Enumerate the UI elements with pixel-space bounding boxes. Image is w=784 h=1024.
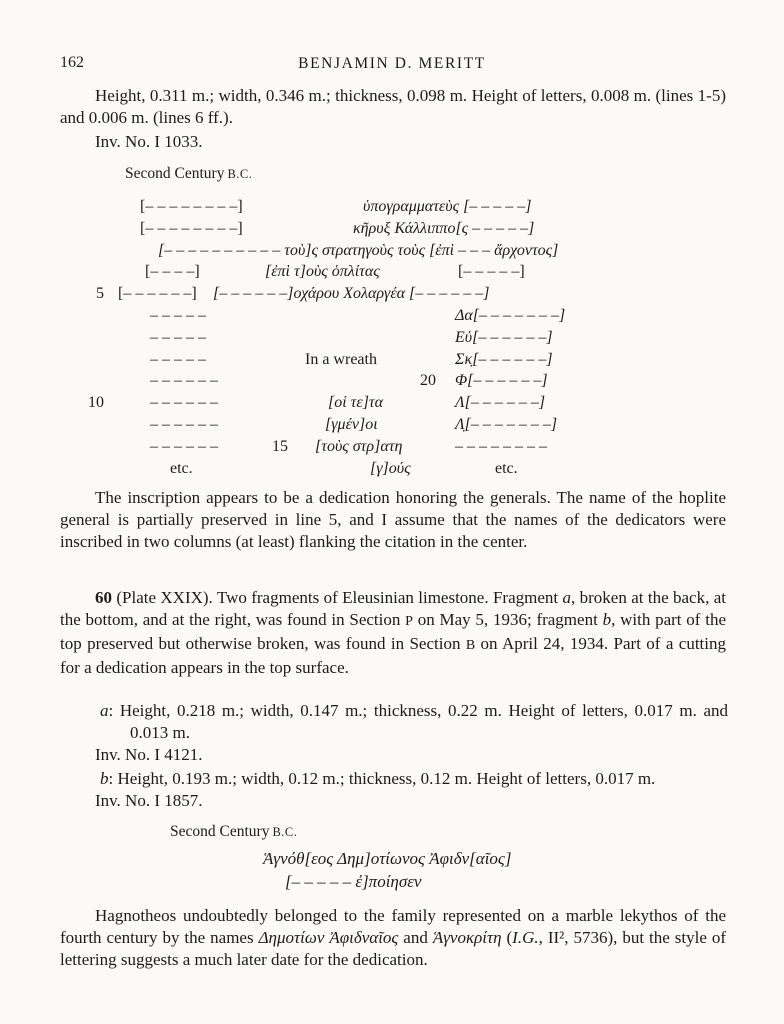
- line-number: 15: [272, 438, 288, 455]
- greek-text: Σκ̣[– – – – – –]: [455, 351, 553, 368]
- commentary-text: (: [501, 928, 513, 947]
- inventory-number-a: Inv. No. I 4121.: [95, 745, 203, 764]
- restoration-dashes: [– – – – – – – –]: [140, 220, 243, 237]
- etc-label: etc.: [495, 460, 518, 477]
- greek-text: [γ]ούς: [370, 460, 411, 477]
- era-label: B.C.: [227, 167, 253, 181]
- date-heading-text: Second Century: [170, 823, 270, 840]
- inscription-line: [0, 436, 784, 458]
- restoration-dashes: – – – – – –: [150, 394, 218, 411]
- maker-line: [– – – – – ἐ]ποίησεν: [285, 872, 422, 891]
- section-letter: P: [405, 614, 413, 629]
- page-number: 162: [60, 54, 84, 71]
- restoration-dashes: – – – – – –: [150, 372, 218, 389]
- dedication-line: Ἁγνόθ[εος Δημ]οτίωνος Ἀφιδν[αῖος]: [263, 849, 512, 868]
- fragment-b-letter: b: [602, 610, 612, 629]
- greek-text: [γμέν]οι: [325, 416, 378, 433]
- line-number: 5: [96, 285, 104, 302]
- greek-text: Εὐ[– – – – – –]: [455, 329, 553, 346]
- fragment-a-letter: a: [562, 588, 572, 607]
- entry-60-paragraph: [60, 587, 726, 679]
- greek-text: ὑπογραμματεὺς [– – – – –]: [363, 198, 532, 215]
- entry-text: on May 5, 1936; fragment: [412, 610, 603, 629]
- greek-text: Λ[– – – – – –]: [455, 394, 546, 411]
- commentary-text: , II², 5736), but the style of lettering suggests a much later date for the dedication.: [60, 928, 727, 969]
- inscription-59: [0, 196, 784, 481]
- inscription-line: [0, 196, 784, 218]
- entry-text: (Plate XXIX). Two fragments of Eleusinian limestone. Fragment: [112, 588, 563, 607]
- section-letter: B: [465, 638, 476, 653]
- restoration-dashes: [– – – – –]: [458, 263, 525, 280]
- entry-text: on April 24, 1934. Part of a cutting for a dedication appears in the top surface.: [60, 634, 726, 677]
- entry-text: , with part of the top preserved but otherwise broken, was found in Section: [60, 610, 726, 653]
- date-heading-text: Second Century: [125, 165, 225, 182]
- restoration-dashes: – – – – – – – –: [455, 438, 547, 455]
- line-number: 10: [88, 394, 104, 411]
- restoration-dashes: – – – – –: [150, 307, 206, 324]
- greek-text: κῆρυξ Κάλλιππο[ς – – – – –]: [353, 220, 535, 237]
- restoration-dashes: – – – – –: [150, 329, 206, 346]
- entry-number: 60: [95, 588, 112, 607]
- greek-text: [οἱ τε]τα: [328, 394, 384, 411]
- measurements-paragraph-59: Height, 0.311 m.; width, 0.346 m.; thickness, 0.098 m. Height of letters, 0.008 m. (lines 1-5) and 0.006 m. (lines 6 ff.).: [60, 86, 726, 127]
- fragment-a-label: a: [100, 701, 109, 720]
- greek-text: [ἐπὶ τ]οὺς ὁπλίτας: [265, 263, 380, 280]
- restoration-dashes: [– – – – – – – –]: [140, 198, 243, 215]
- running-head-author: BENJAMIN D. MERITT: [298, 55, 486, 72]
- line-number: 20: [420, 372, 436, 389]
- restoration-dashes: [– – – –]: [145, 263, 200, 280]
- entry-text: , broken at the back, at the bottom, and at the right, was found in Section: [60, 588, 726, 629]
- inscription-line: [0, 261, 784, 283]
- inscription-line: [0, 392, 784, 414]
- measurement-text: : Height, 0.218 m.; width, 0.147 m.; thickness, 0.22 m. Height of letters, 0.017 m. and 0.013 m.: [108, 701, 728, 742]
- inscription-line: [0, 305, 784, 327]
- restoration-dashes: – – – – – –: [150, 438, 218, 455]
- commentary-text: Hagnotheos undoubtedly belonged to the family represented on a marble lekythos of the fourth century by the names: [60, 906, 726, 947]
- greek-text: Λ̣[– – – – – – –]: [455, 416, 558, 433]
- date-heading-60: [170, 823, 297, 841]
- inventory-number-b: Inv. No. I 1857.: [95, 791, 203, 810]
- fragment-b-measurements: [100, 768, 728, 790]
- etc-label: etc.: [170, 460, 193, 477]
- inscription-line: [0, 349, 784, 371]
- restoration-dashes: – – – – –: [150, 351, 206, 368]
- greek-text: Φ[– – – – – –]: [455, 372, 548, 389]
- fragment-b-label: b: [100, 769, 109, 788]
- citation-abbreviation: I.G.: [512, 928, 539, 947]
- commentary-text: and: [398, 928, 433, 947]
- wreath-note: In a wreath: [305, 351, 377, 368]
- restoration-dashes: – – – – – –: [150, 416, 218, 433]
- date-heading-59: [125, 165, 252, 183]
- measurement-text: : Height, 0.193 m.; width, 0.12 m.; thickness, 0.12 m. Height of letters, 0.017 m.: [108, 769, 656, 788]
- inscription-line: [0, 240, 784, 262]
- commentary-paragraph-59: The inscription appears to be a dedication honoring the generals. The name of the hoplite general is partially preserved in line 5, and I assume that the names of the dedicators were inscribed in two columns (at least) flanking the citation in the center.: [60, 488, 726, 551]
- inventory-number-59: Inv. No. I 1033.: [95, 132, 203, 151]
- greek-text: [τοὺς στρ]ατη: [315, 438, 403, 455]
- greek-text: Δα[– – – – – – –]: [455, 307, 566, 324]
- greek-name: Δημοτίων Ἀφιδναῖος: [258, 928, 399, 947]
- fragment-a-measurements: [100, 700, 728, 744]
- commentary-paragraph-60: [60, 905, 726, 971]
- inscription-line: [0, 458, 784, 480]
- greek-name: Ἁγνοκρίτη: [432, 928, 502, 947]
- inscription-line: [0, 414, 784, 436]
- greek-text: [– – – – – – – – – – τοὺ]ς στρατηγοὺς τοὺς [ἐπὶ – – – ἄρχοντος]: [158, 242, 559, 259]
- restoration-dashes: [– – – – – –]: [118, 285, 197, 302]
- inscription-line: [0, 283, 784, 305]
- greek-text: [– – – – – –]οχάρου Χολαργέα [– – – – – –]: [213, 285, 490, 302]
- inscription-line: [0, 370, 784, 392]
- era-label: B.C.: [272, 825, 298, 839]
- inscription-line: [0, 218, 784, 240]
- inscription-line: [0, 327, 784, 349]
